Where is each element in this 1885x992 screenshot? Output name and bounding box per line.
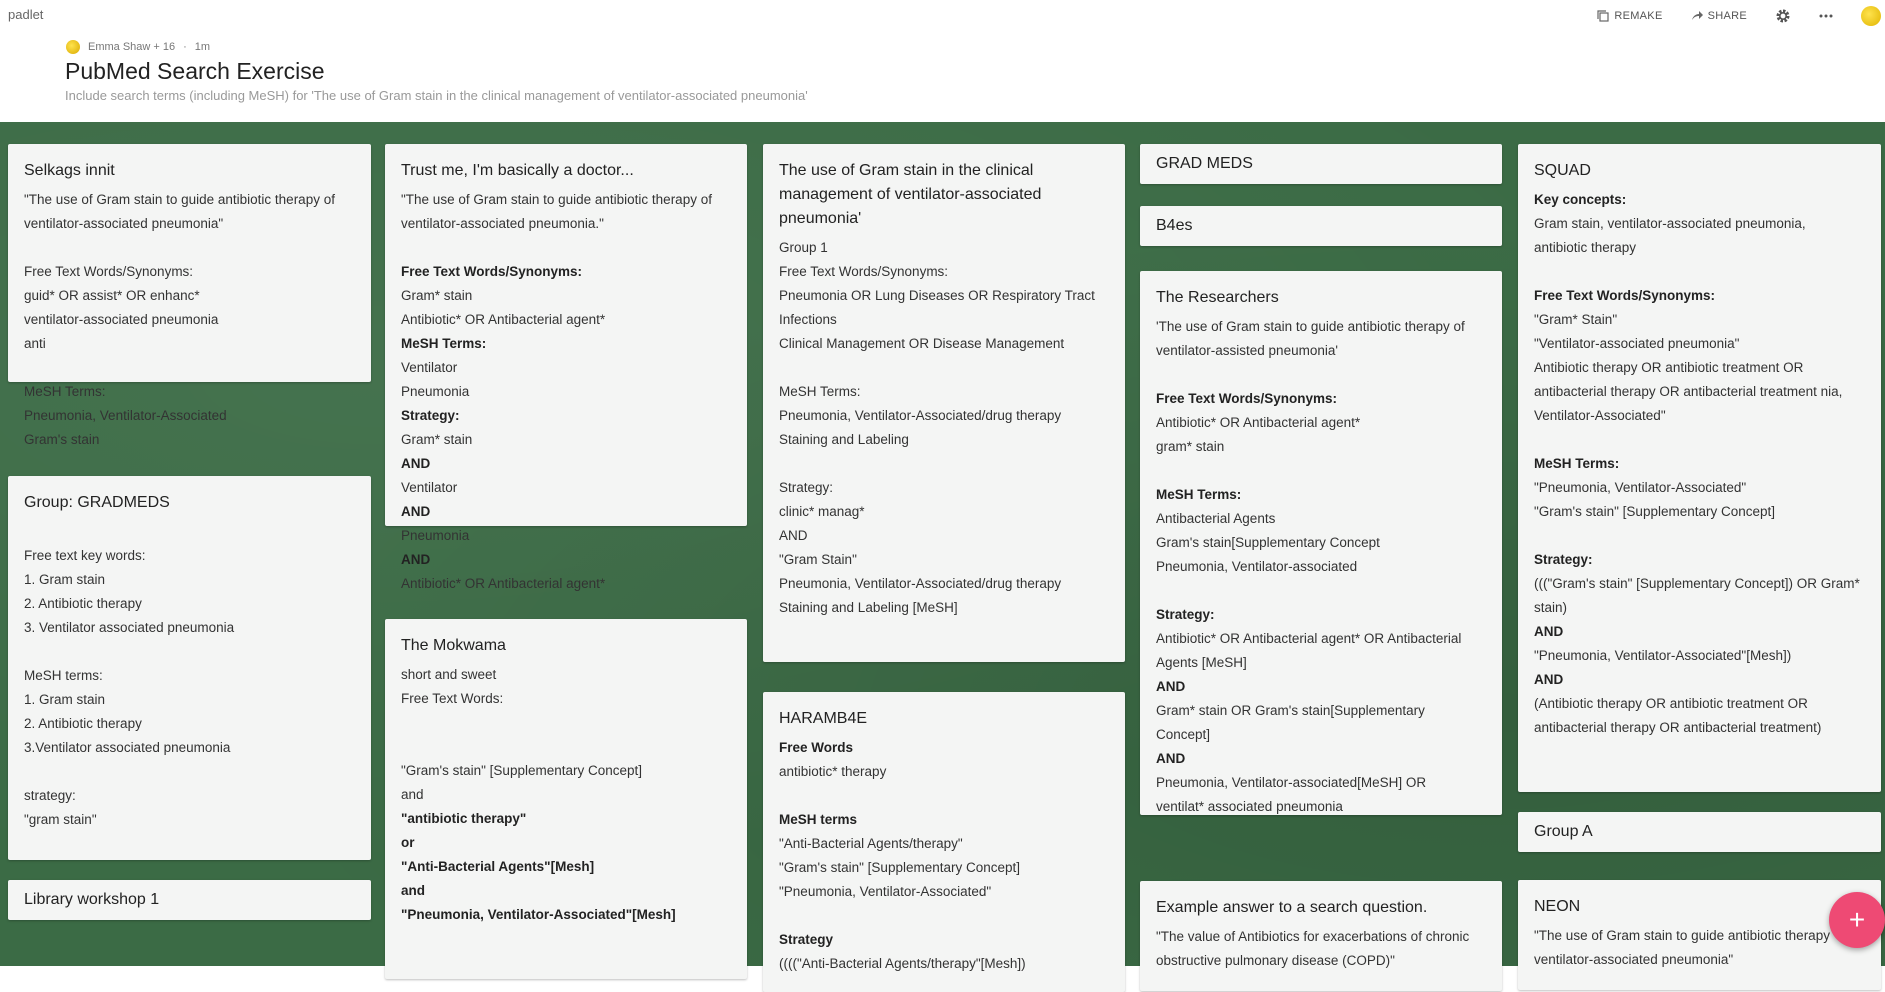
post-line (24, 640, 355, 664)
post-title: Trust me, I'm basically a doctor... (401, 162, 634, 179)
settings-button[interactable] (1775, 8, 1791, 24)
post-line: ventilat* associated pneumonia (1156, 799, 1343, 814)
more-button[interactable] (1819, 14, 1833, 18)
post-card[interactable] (8, 144, 371, 447)
post-line: 'The use of Gram stain to guide antibiotic therapy of (1156, 319, 1465, 334)
post-card[interactable] (385, 619, 747, 979)
post-title: The Mokwama (401, 637, 506, 654)
post-card[interactable] (1140, 144, 1502, 184)
post-line: Gram's stain (24, 432, 100, 447)
remake-label: REMAKE (1614, 10, 1663, 22)
post-card[interactable] (763, 144, 1125, 662)
post-card[interactable] (1518, 880, 1881, 990)
post-line: ventilator-associated pneumonia (24, 312, 219, 327)
post-line: strategy: (24, 788, 76, 803)
user-avatar[interactable] (1861, 6, 1881, 26)
post-line: MeSH Terms: (1534, 456, 1620, 471)
post-line (779, 452, 1109, 476)
post-line: ventilator-associated pneumonia" (1534, 952, 1734, 967)
post-line (1534, 260, 1865, 284)
post-line: Free Text Words: (401, 691, 504, 706)
post-line: Free Text Words/Synonyms: (401, 264, 583, 279)
post-line: "Anti-Bacterial Agents/therapy" (779, 836, 963, 851)
post-line: guid* OR assist* OR enhanc* (24, 288, 200, 303)
post-line: and (401, 787, 424, 802)
post-line (1156, 459, 1486, 483)
post-line: Antibiotic* OR Antibacterial agent* (401, 312, 606, 327)
post-title: HARAMB4E (779, 710, 868, 727)
post-line: "antibiotic therapy" (401, 811, 527, 826)
post-line: AND (401, 504, 431, 519)
post-line (779, 356, 1109, 380)
post-card[interactable] (1140, 206, 1502, 246)
post-line: "Pneumonia, Ventilator-Associated" (779, 884, 992, 899)
post-line: AND (1156, 679, 1186, 694)
post-line: "Ventilator-associated pneumonia" (1534, 336, 1740, 351)
share-label: SHARE (1707, 10, 1747, 22)
post-line (1156, 579, 1486, 603)
post-line: "Gram* Stain" (1534, 312, 1618, 327)
post-line: 1. Gram stain (24, 572, 106, 587)
post-line: Gram* stain (401, 432, 473, 447)
post-card[interactable] (1140, 881, 1502, 991)
post-card[interactable] (8, 476, 371, 860)
post-line: Pneumonia OR Lung Diseases OR Respiratory Tract (779, 288, 1095, 303)
post-line (401, 735, 731, 759)
post-line: MeSH terms: (24, 668, 103, 683)
post-line: and (401, 883, 426, 898)
post-line: Antibiotic therapy OR antibiotic treatment OR (1534, 360, 1804, 375)
post-line: "Pneumonia, Ventilator-Associated" (1534, 480, 1747, 495)
post-line (401, 711, 731, 735)
post-line: Free Text Words/Synonyms: (1534, 288, 1716, 303)
post-line: Agents [MeSH] (1156, 655, 1247, 670)
remake-button[interactable] (1597, 10, 1662, 22)
page-subtitle: Include search terms (including MeSH) for 'The use of Gram stain in the clinical management of ventilator-associated pneumonia' (65, 88, 808, 103)
share-icon (1691, 10, 1703, 22)
post-line: 3.Ventilator associated pneumonia (24, 740, 231, 755)
post-line: "Gram's stain" [Supplementary Concept] (1534, 504, 1776, 519)
add-post-button[interactable] (1829, 892, 1885, 948)
post-card[interactable] (385, 144, 747, 591)
plus-icon: + (1848, 904, 1866, 935)
post-line: AND (1534, 672, 1564, 687)
post-line: ventilator-assisted pneumonia' (1156, 343, 1338, 358)
author-avatar (66, 40, 80, 54)
post-line: Ventilator (401, 480, 458, 495)
post-line: MeSH Terms: (401, 336, 487, 351)
padlet-logo[interactable]: padlet (8, 7, 44, 22)
post-title: Example answer to a search question. (1156, 899, 1428, 916)
post-line: Clinical Management OR Disease Management (779, 336, 1065, 351)
page-title: PubMed Search Exercise (65, 58, 325, 84)
post-line: 3. Ventilator associated pneumonia (24, 620, 235, 635)
post-line: Free text key words: (24, 548, 146, 563)
post-title: The Researchers (1156, 289, 1279, 306)
post-line: antibiotic therapy (1534, 240, 1637, 255)
post-line: ((("Gram's stain" [Supplementary Concept]) OR Gram* (1534, 576, 1860, 591)
post-line (1156, 363, 1486, 387)
post-line: (((("Anti-Bacterial Agents/therapy"[Mesh]) (779, 956, 1026, 971)
post-card[interactable] (763, 692, 1125, 992)
post-line: antibacterial therapy OR antibacterial treatment nia, (1534, 384, 1843, 399)
post-line (24, 520, 355, 544)
author-name: Emma Shaw + 16 (88, 41, 176, 53)
post-line: Pneumonia, Ventilator-associated (1156, 559, 1358, 574)
post-line: Free Text Words/Synonyms: (24, 264, 194, 279)
post-line: Gram* stain OR Gram's stain[Supplementary (1156, 703, 1425, 718)
post-line: Gram's stain[Supplementary Concept (1156, 535, 1380, 550)
post-line: "Gram's stain" [Supplementary Concept] (401, 763, 643, 778)
top-actions (1597, 0, 1885, 32)
post-title: Group: GRADMEDS (24, 494, 170, 511)
post-card[interactable] (1518, 144, 1881, 792)
post-line: Free Text Words/Synonyms: (779, 264, 949, 279)
post-line: Infections (779, 312, 837, 327)
post-line: ventilator-associated pneumonia." (401, 216, 604, 231)
post-line: obstructive pulmonary disease (COPD)" (1156, 953, 1395, 968)
post-line (779, 904, 1109, 928)
post-line: Strategy: (1534, 552, 1593, 567)
post-line: Staining and Labeling [MeSH] (779, 600, 958, 615)
post-title: GRAD MEDS (1156, 155, 1253, 172)
post-title: B4es (1156, 217, 1193, 234)
post-line: clinic* manag* (779, 504, 865, 519)
post-line (401, 236, 731, 260)
post-line: "Anti-Bacterial Agents"[Mesh] (401, 859, 595, 874)
post-line: Antibiotic* OR Antibacterial agent* (401, 576, 606, 591)
share-button[interactable] (1691, 10, 1747, 22)
copy-icon (1597, 10, 1609, 22)
post-line: Strategy (779, 932, 834, 947)
post-line: Pneumonia, Ventilator-Associated/drug therapy (779, 576, 1062, 591)
post-line: Antibiotic* OR Antibacterial agent* OR Antibacterial (1156, 631, 1462, 646)
post-line: Strategy: (1156, 607, 1215, 622)
post-line (779, 784, 1109, 808)
post-line (1534, 524, 1865, 548)
post-title: SQUAD (1534, 162, 1591, 179)
post-line: Group 1 (779, 240, 828, 255)
post-line: gram* stain (1156, 439, 1225, 454)
post-line: Pneumonia, Ventilator-Associated (24, 408, 227, 423)
post-line: AND (1534, 624, 1564, 639)
post-line: "Pneumonia, Ventilator-Associated"[Mesh]) (1534, 648, 1792, 663)
post-line: 2. Antibiotic therapy (24, 716, 142, 731)
post-line: "The use of Gram stain to guide antibiotic therapy of (401, 192, 712, 207)
post-line: "gram stain" (24, 812, 97, 827)
post-line: Pneumonia (401, 528, 470, 543)
post-title: Group A (1534, 823, 1593, 840)
post-title: NEON (1534, 898, 1581, 915)
post-line: (Antibiotic therapy OR antibiotic treatment OR (1534, 696, 1808, 711)
post-line (24, 236, 355, 260)
post-card[interactable] (1518, 812, 1881, 852)
post-title: Library workshop 1 (24, 891, 160, 908)
post-line: MeSH terms (779, 812, 858, 827)
post-line: stain) (1534, 600, 1568, 615)
post-line: Pneumonia, Ventilator-Associated/drug therapy (779, 408, 1062, 423)
post-line: "The value of Antibiotics for exacerbations of chronic (1156, 929, 1470, 944)
post-line: "The use of Gram stain to guide antibiotic therapy (1534, 928, 1830, 943)
post-line (1534, 428, 1865, 452)
post-line: AND (779, 528, 808, 543)
post-line: short and sweet (401, 667, 497, 682)
post-line: Strategy: (779, 480, 834, 495)
post-line: 2. Antibiotic therapy (24, 596, 142, 611)
post-line: Staining and Labeling (779, 432, 909, 447)
post-title: Selkags innit (24, 162, 115, 179)
post-line (24, 356, 355, 380)
post-line: "Gram Stain" (779, 552, 857, 567)
post-line: Gram stain, ventilator-associated pneumonia, (1534, 216, 1806, 231)
post-line: antibacterial therapy OR antibacterial treatment) (1534, 720, 1822, 735)
post-line: AND (1156, 751, 1186, 766)
post-line: Free Text Words/Synonyms: (1156, 391, 1338, 406)
gear-icon (1775, 8, 1791, 24)
post-line: or (401, 835, 415, 850)
more-dots-icon (1819, 14, 1833, 18)
post-line: AND (401, 552, 431, 567)
post-line: anti (24, 336, 46, 351)
post-line: Antibacterial Agents (1156, 511, 1276, 526)
post-line: MeSH Terms: (1156, 487, 1242, 502)
post-title: The use of Gram stain in the clinical management of ventilator-associated pneumonia' (779, 162, 1042, 227)
post-line: 1. Gram stain (24, 692, 106, 707)
padlet-wall (0, 122, 1885, 971)
post-card[interactable] (8, 880, 371, 920)
post-line: Gram* stain (401, 288, 473, 303)
board-meta (66, 40, 210, 54)
post-line: Pneumonia, Ventilator-associated[MeSH] OR (1156, 775, 1427, 790)
post-line: Ventilator-Associated" (1534, 408, 1666, 423)
post-time: 1m (194, 41, 211, 53)
post-line: "Gram's stain" [Supplementary Concept] (779, 860, 1021, 875)
post-line: Strategy: (401, 408, 460, 423)
post-line: AND (401, 456, 431, 471)
post-card[interactable] (1140, 271, 1502, 815)
post-line: Ventilator (401, 360, 458, 375)
post-line: "The use of Gram stain to guide antibiotic therapy of (24, 192, 335, 207)
post-line: MeSH Terms: (24, 384, 106, 399)
post-line: MeSH Terms: (779, 384, 861, 399)
post-line: Key concepts: (1534, 192, 1627, 207)
post-line: ventilator-associated pneumonia" (24, 216, 224, 231)
post-line: Concept] (1156, 727, 1211, 742)
post-line: Antibiotic* OR Antibacterial agent* (1156, 415, 1361, 430)
post-line: antibiotic* therapy (779, 764, 887, 779)
post-line: Pneumonia (401, 384, 470, 399)
post-line: "Pneumonia, Ventilator-Associated"[Mesh] (401, 907, 676, 922)
post-line: Free Words (779, 740, 854, 755)
top-bar (0, 0, 1885, 122)
meta-separator: · (183, 41, 187, 53)
post-line (24, 760, 355, 784)
